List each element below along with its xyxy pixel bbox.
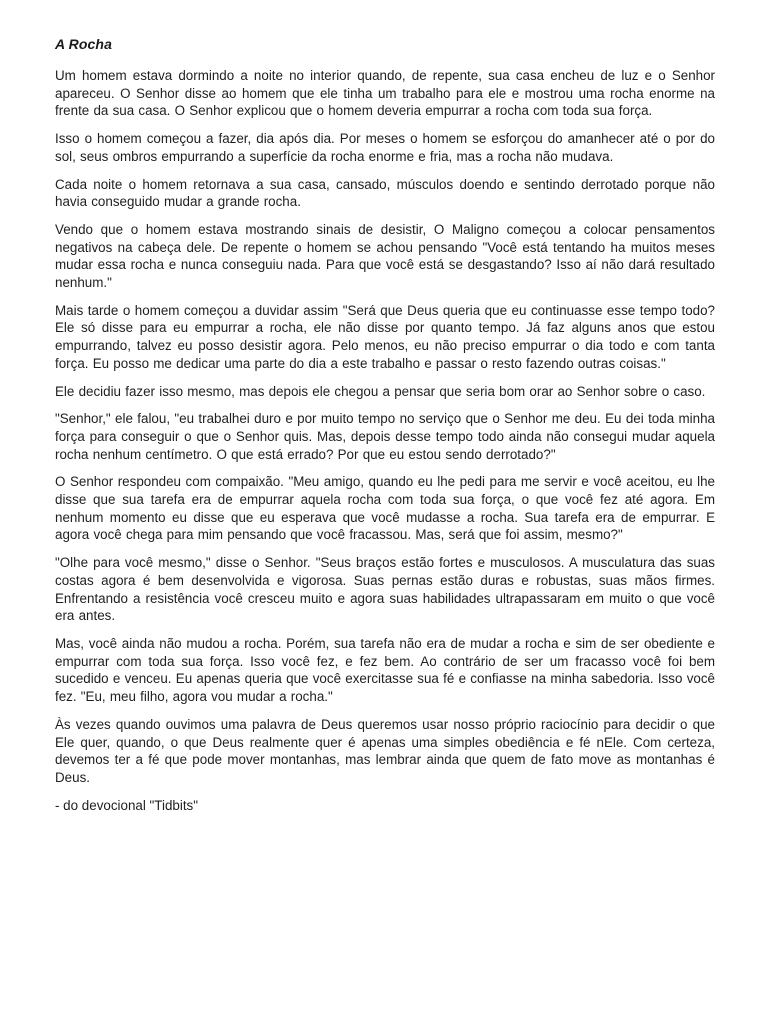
paragraph: "Olhe para você mesmo," disse o Senhor. "Seus braços estão fortes e musculosos. A musculatura das suas costas agora é bem desenvolvida e vigorosa. Suas pernas estão duras e robustas, suas mãos firmes. Enfrentando a resistência você cresceu muito e agora suas habilidades ultrapassaram em muito o que você era antes. bbox=[55, 555, 715, 624]
paragraph: Mas, você ainda não mudou a rocha. Porém, sua tarefa não era de mudar a rocha e sim de ser obediente e empurrar com toda sua força. Isso você fez, e fez bem. Ao contrário de ser um fracasso você foi bem sucedido e venceu. Eu apenas queria que você exercitasse sua fé e confiasse na minha sabedoria. Isso você fez. "Eu, meu filho, agora vou mudar a rocha." bbox=[55, 635, 715, 705]
paragraph: Isso o homem começou a fazer, dia após dia. Por meses o homem se esforçou do amanhecer até o por do sol, seus ombros empurrando a superfície da rocha enorme e fria, mas a rocha não mudava. bbox=[55, 131, 715, 164]
paragraph: Às vezes quando ouvimos uma palavra de Deus queremos usar nosso próprio raciocínio para decidir o que Ele quer, quando, o que Deus realmente quer é apenas uma simples obediência e fé nEle. Com certeza, devemos ter a fé que pode mover montanhas, mas lembrar ainda que quem de fato move as montanhas é Deus. bbox=[55, 716, 715, 785]
paragraph: O Senhor respondeu com compaixão. "Meu amigo, quando eu lhe pedi para me servir e você aceitou, eu lhe disse que sua tarefa era de empurrar aquela rocha com toda sua força, o que você fez até agora. Em nenhum momento eu disse que eu esperava que você mudasse a rocha. Sua tarefa era de empurrar. E agora você chega para mim pensando que você fracassou. Mas, será que foi assim, mesmo?" bbox=[55, 474, 715, 543]
signature-line: - do devocional "Tidbits" bbox=[55, 797, 198, 813]
paragraph: Um homem estava dormindo a noite no interior quando, de repente, sua casa encheu de luz e o Senhor apareceu. O Senhor disse ao homem que ele tinha um trabalho para ele e mostrou uma rocha enorme na frente da sua casa. O Senhor explicou que o homem deveria empurrar a rocha com toda sua força. bbox=[55, 68, 715, 119]
paragraph: "Senhor," ele falou, "eu trabalhei duro e por muito tempo no serviço que o Senhor me deu. Eu dei toda minha força para conseguir o que o Senhor quis. Mas, depois desse tempo todo ainda não consegui mudar aquela rocha nenhum centímetro. O que está errado? Por que eu estou sendo derrotado?" bbox=[55, 411, 715, 462]
paragraph: Ele decidiu fazer isso mesmo, mas depois ele chegou a pensar que seria bom orar ao Senhor sobre o caso. bbox=[55, 383, 706, 399]
page-title: A Rocha bbox=[55, 36, 112, 52]
paragraph: Vendo que o homem estava mostrando sinais de desistir, O Maligno começou a colocar pensamentos negativos na cabeça dele. De repente o homem se achou pensando "Você está tentando ha muitos meses mudar essa rocha e nunca conseguiu nada. Para que você está se desgastando? Isso aí não dará resultado nenhum." bbox=[55, 221, 715, 291]
paragraph: Mais tarde o homem começou a duvidar assim "Será que Deus queria que eu continuasse esse tempo todo? Ele só disse para eu empurrar a rocha, ele não disse por quanto tempo. Já faz alguns anos que estou empurrando, talvez eu posso desistir agora. Pelo menos, eu não preciso empurrar o dia todo e com tanta força. Eu posso me dedicar uma parte do dia a este trabalho e passar o resto fazendo outras coisas." bbox=[55, 302, 715, 371]
paragraph: Cada noite o homem retornava a sua casa, cansado, músculos doendo e sentindo derrotado porque não havia conseguido mudar a grande rocha. bbox=[55, 176, 715, 210]
